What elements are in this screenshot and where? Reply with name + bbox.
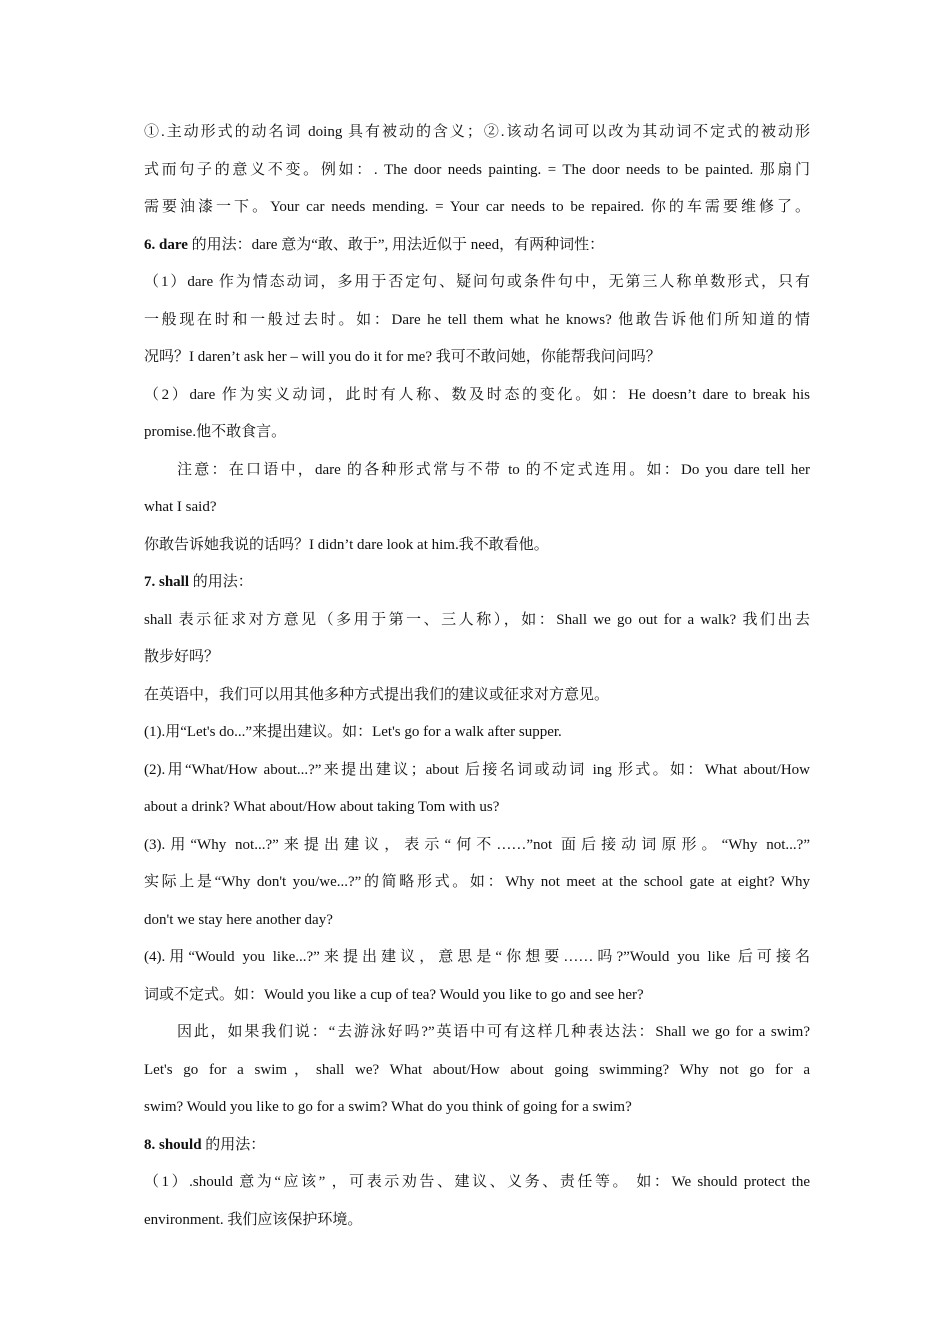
document-body xyxy=(144,114,810,1239)
heading-label: 7. shall xyxy=(144,574,190,590)
line-text: (1).用“Let's do...”来提出建议。如：Let's go for a walk after supper. xyxy=(144,724,562,740)
line-text: promise.他不敢食言。 xyxy=(144,424,287,440)
heading-label: 6. dare xyxy=(144,236,188,253)
line-text: 词或不定式。如：Would you like a cup of tea? Would you like to go and see her? xyxy=(144,986,644,1003)
section-heading xyxy=(144,227,810,265)
text-line xyxy=(144,1164,810,1202)
line-text: 况吗？I daren’t ask her – will you do it for me? 我可不敢问她，你能帮我问问吗？ xyxy=(144,349,661,365)
text-line xyxy=(144,1202,810,1240)
line-text: (4).用“Would you like...?”来提出建议，意思是“你想要……吗?”Would you like 后可接名 xyxy=(144,949,810,965)
text-line xyxy=(144,489,810,527)
line-text: about a drink? What about/How about taking Tom with us? xyxy=(144,799,500,815)
heading-label: 8. should xyxy=(144,1136,202,1153)
text-line xyxy=(144,264,810,302)
text-line xyxy=(144,189,810,227)
line-text: (2).用“What/How about...?”来提出建议；about 后接名词或动词 ing 形式。如：What about/How xyxy=(144,761,810,778)
text-line xyxy=(144,602,810,640)
text-line xyxy=(144,414,810,452)
text-line xyxy=(144,714,810,752)
text-line xyxy=(144,789,810,827)
text-line xyxy=(144,114,810,152)
line-text: (3).用“Why not...?”来提出建议，表示“何不……”not 面后接动词原形。“Why not...?” xyxy=(144,836,810,853)
line-text: 散步好吗？ xyxy=(144,649,220,665)
text-line xyxy=(144,977,810,1015)
text-line xyxy=(144,1014,810,1052)
text-line xyxy=(144,302,810,340)
line-text: Let's go for a swim，shall we? What about/How about going swimming? Why not go for a xyxy=(144,1061,810,1078)
section-heading xyxy=(144,564,810,602)
line-text: 在英语中，我们可以用其他多种方式提出我们的建议或征求对方意见。 xyxy=(144,686,610,703)
line-text: 你敢告诉她我说的话吗？I didn’t dare look at him.我不敢看他。 xyxy=(144,536,549,553)
line-text: 的用法： xyxy=(189,574,253,590)
line-text: 需要油漆一下。Your car needs mending. = Your car needs to be repaired. 你的车需要维修了。 xyxy=(144,199,810,215)
text-line xyxy=(144,527,810,565)
text-line xyxy=(144,377,810,415)
section-heading xyxy=(144,1127,810,1165)
line-text: shall 表示征求对方意见（多用于第一、三人称），如：Shall we go out for a walk? 我们出去 xyxy=(144,611,810,628)
line-text: environment. 我们应该保护环境。 xyxy=(144,1211,363,1228)
text-line xyxy=(144,1089,810,1127)
line-text: 式而句子的意义不变。例如：. The door needs painting. = The door needs to be painted. 那扇门 xyxy=(144,161,810,178)
line-text: 的用法：dare 意为“敢、敢于”, 用法近似于 need，有两种词性： xyxy=(187,236,605,253)
line-text: don't we stay here another day? xyxy=(144,911,333,928)
text-line xyxy=(144,752,810,790)
line-text: 的用法： xyxy=(201,1136,266,1153)
text-line xyxy=(144,452,810,490)
text-line xyxy=(144,939,810,977)
line-text: 一般现在时和一般过去时。如：Dare he tell them what he knows? 他敢告诉他们所知道的情 xyxy=(144,311,810,328)
text-line xyxy=(144,677,810,715)
line-text: （1）.should 意为“应该” ，可表示劝告、建议、义务、责任等。 如：We should protect the xyxy=(144,1174,810,1190)
line-text: swim? Would you like to go for a swim? What do you think of going for a swim? xyxy=(144,1099,632,1115)
text-line xyxy=(144,152,810,190)
text-line xyxy=(144,339,810,377)
line-text: 注意：在口语中，dare 的各种形式常与不带 to 的不定式连用。如：Do you dare tell her xyxy=(177,461,810,478)
text-line xyxy=(144,827,810,865)
text-line xyxy=(144,639,810,677)
text-line xyxy=(144,1052,810,1090)
line-text: what I said? xyxy=(144,499,217,515)
line-text: （1）dare 作为情态动词，多用于否定句、疑问句或条件句中，无第三人称单数形式，只有 xyxy=(144,274,810,290)
line-text: 因此，如果我们说：“去游泳好吗?”英语中可有这样几种表达法：Shall we go for a swim? xyxy=(177,1024,810,1040)
text-line xyxy=(144,902,810,940)
line-text: （2）dare 作为实义动词，此时有人称、数及时态的变化。如：He doesn’t dare to break his xyxy=(144,386,810,403)
line-text: 实际上是“Why don't you/we...?”的简略形式。如：Why not meet at the school gate at eight? Why xyxy=(144,874,810,890)
line-text: ①.主动形式的动名词 doing 具有被动的含义；②.该动名词可以改为其动词不定式的被动形 xyxy=(144,124,810,140)
text-line xyxy=(144,864,810,902)
